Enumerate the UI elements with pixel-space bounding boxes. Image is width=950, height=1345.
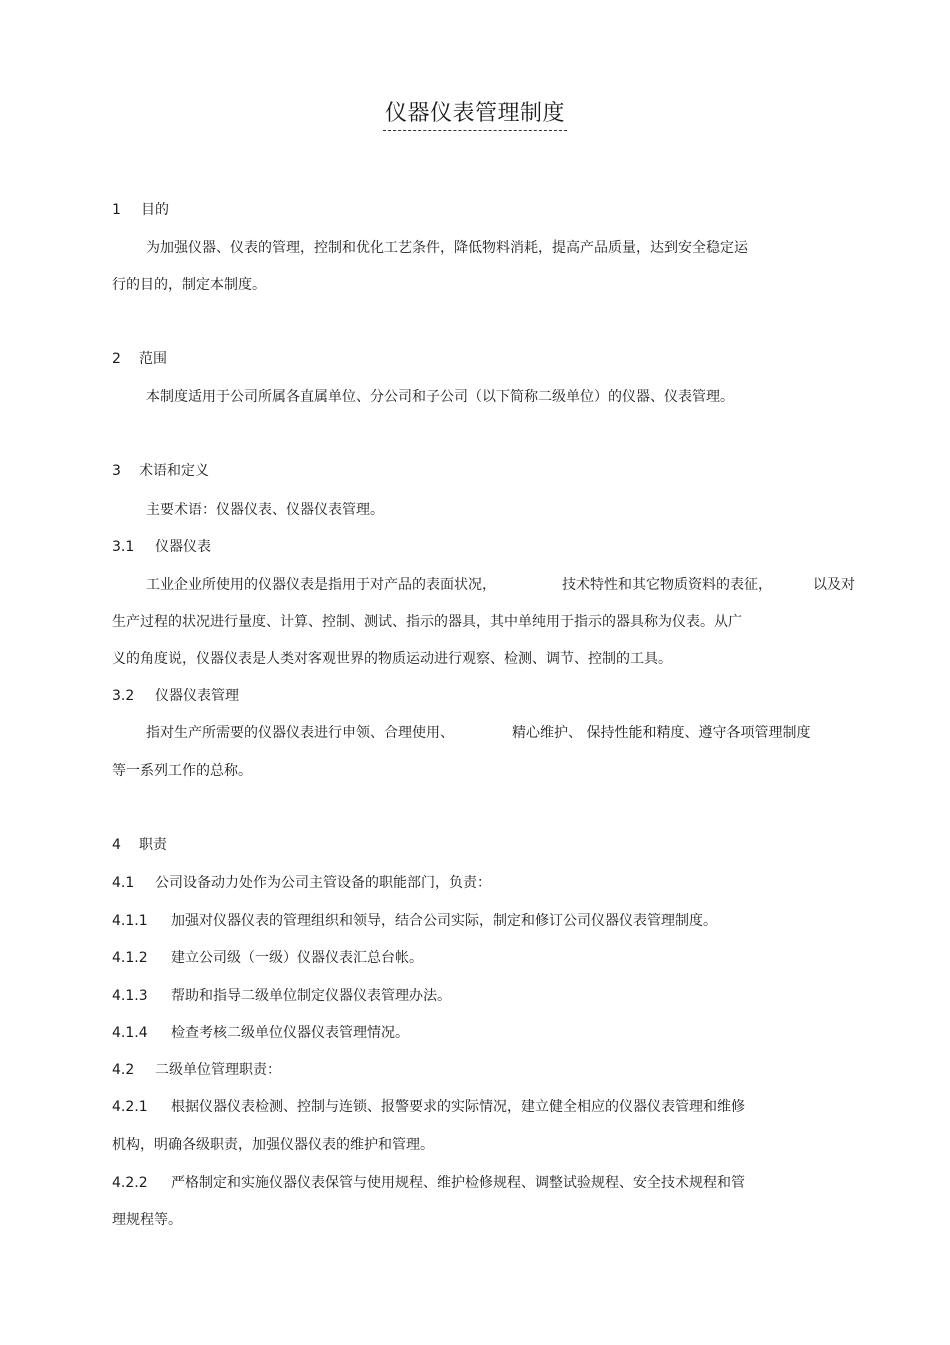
item-4-1-1-number: 4.1.1 bbox=[112, 913, 148, 929]
document-title: 仪器仪表管理制度 bbox=[383, 98, 567, 131]
section-3-1-line-3: 义的角度说，仪器仪表是人类对客观世界的物质运动进行观察、检测、调节、控制的工具。 bbox=[112, 651, 672, 667]
item-4-1-4-number: 4.1.4 bbox=[112, 1025, 148, 1041]
section-4-1-text: 公司设备动力处作为公司主管设备的职能部门，负责： bbox=[155, 875, 491, 891]
item-4-1-2-number: 4.1.2 bbox=[112, 950, 148, 966]
section-3-2-number: 3.2 bbox=[112, 688, 135, 704]
section-3-2-line-1-part-2: 精心维护、 保持性能和精度、遵守各项管理制度 bbox=[512, 725, 811, 741]
section-3-2-line-2: 等一系列工作的总称。 bbox=[112, 763, 252, 779]
section-3-heading: 术语和定义 bbox=[139, 463, 209, 479]
section-3-1-heading: 仪器仪表 bbox=[155, 539, 211, 555]
section-3-2-heading: 仪器仪表管理 bbox=[155, 688, 239, 704]
item-4-2-2-number: 4.2.2 bbox=[112, 1175, 148, 1191]
section-3-1-line-1-part-2: 技术特性和其它物质资料的表征， bbox=[562, 577, 772, 593]
section-2-heading: 范围 bbox=[139, 351, 167, 367]
section-3-1-line-1-part-3: 以及对 bbox=[813, 577, 855, 593]
item-4-2-1-number: 4.2.1 bbox=[112, 1099, 148, 1115]
section-2-number: 2 bbox=[112, 351, 121, 367]
section-3-number: 3 bbox=[112, 463, 121, 479]
section-3-1-line-2: 生产过程的状况进行量度、计算、控制、测试、指示的器具，其中单纯用于指示的器具称为仪表。从广 bbox=[112, 614, 742, 630]
document-title-container bbox=[0, 98, 950, 131]
section-3-intro: 主要术语：仪器仪表、仪器仪表管理。 bbox=[146, 502, 384, 518]
item-4-1-4-text: 检查考核二级单位仪器仪表管理情况。 bbox=[171, 1025, 409, 1041]
item-4-1-3-text: 帮助和指导二级单位制定仪器仪表管理办法。 bbox=[171, 988, 451, 1004]
section-3-1-number: 3.1 bbox=[112, 539, 135, 555]
section-2-paragraph: 本制度适用于公司所属各直属单位、分公司和子公司（以下简称二级单位）的仪器、仪表管理。 bbox=[146, 389, 734, 405]
section-4-2-number: 4.2 bbox=[112, 1062, 135, 1078]
section-1-heading: 目的 bbox=[141, 202, 169, 218]
section-1-paragraph-line-2: 行的目的，制定本制度。 bbox=[112, 277, 266, 293]
section-4-heading: 职责 bbox=[139, 837, 167, 853]
section-3-2-line-1-part-1: 指对生产所需要的仪器仪表进行申领、合理使用、 bbox=[146, 725, 454, 741]
section-4-2-text: 二级单位管理职责： bbox=[155, 1062, 281, 1078]
section-3-1-line-1-part-1: 工业企业所使用的仪器仪表是指用于对产品的表面状况， bbox=[146, 577, 496, 593]
section-4-1-number: 4.1 bbox=[112, 875, 135, 891]
item-4-2-1-text-line-1: 根据仪器仪表检测、控制与连锁、报警要求的实际情况，建立健全相应的仪器仪表管理和维修 bbox=[171, 1099, 745, 1115]
section-4-number: 4 bbox=[112, 837, 121, 853]
item-4-1-3-number: 4.1.3 bbox=[112, 988, 148, 1004]
item-4-2-2-text-line-2: 理规程等。 bbox=[112, 1212, 182, 1228]
item-4-2-2-text-line-1: 严格制定和实施仪器仪表保管与使用规程、维护检修规程、调整试验规程、安全技术规程和管 bbox=[171, 1175, 745, 1191]
item-4-1-2-text: 建立公司级（一级）仪器仪表汇总台帐。 bbox=[171, 950, 423, 966]
section-1-paragraph-line-1: 为加强仪器、仪表的管理，控制和优化工艺条件，降低物料消耗，提高产品质量，达到安全稳定运 bbox=[146, 240, 748, 256]
item-4-2-1-text-line-2: 机构，明确各级职责，加强仪器仪表的维护和管理。 bbox=[112, 1137, 434, 1153]
item-4-1-1-text: 加强对仪器仪表的管理组织和领导，结合公司实际，制定和修订公司仪器仪表管理制度。 bbox=[171, 913, 717, 929]
section-1-number: 1 bbox=[112, 202, 121, 218]
